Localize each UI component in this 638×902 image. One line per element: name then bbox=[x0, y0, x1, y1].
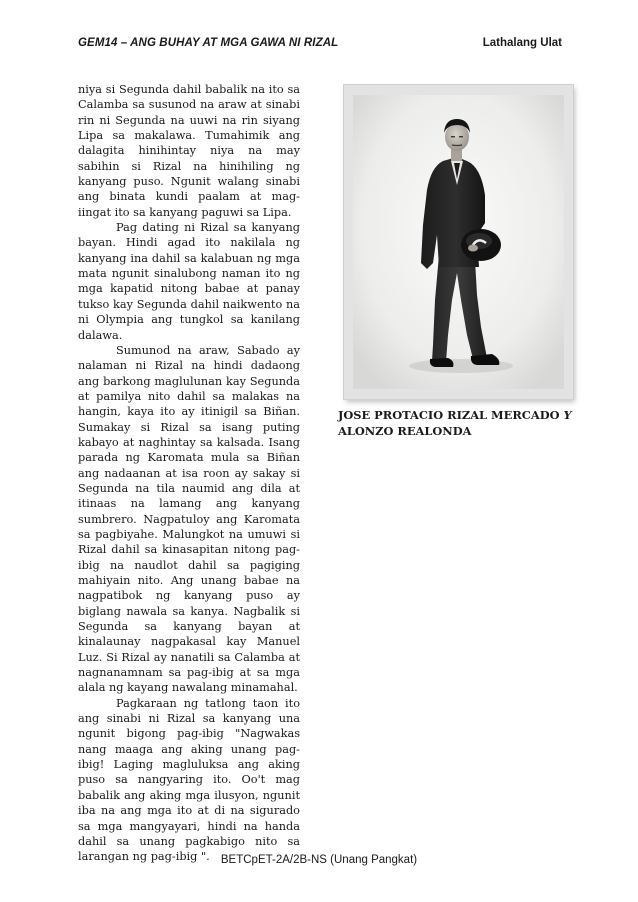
caption-name-y: Y bbox=[563, 408, 572, 422]
document-type-header: Lathalang Ulat bbox=[482, 37, 562, 49]
article-body bbox=[78, 82, 300, 865]
caption-name-main: JOSE PROTACIO RIZAL MERCADO bbox=[338, 408, 560, 422]
article-paragraph-2: Pag dating ni Rizal sa kanyang bayan. Hindi agad ito nakilala ng kanyang ina dahil sa kalabuan ng mga mata ngunit sinalubong naman ito ng mga kapatid nitong babae at panay tukso kay Segunda dahil naikwento na ni Olympia ang tungkol sa kanilang dalawa. bbox=[78, 221, 300, 342]
course-title-header: GEM14 – ANG BUHAY AT MGA GAWA NI RIZAL bbox=[78, 37, 339, 49]
page-footer: BETCpET-2A/2B-NS (Unang Pangkat) bbox=[220, 854, 418, 866]
portrait-caption bbox=[338, 407, 578, 439]
portrait-photo bbox=[353, 95, 564, 389]
article-paragraph-4: Pagkaraan ng tatlong taon ito ang sinabi ni Rizal sa kanyang una ngunit bigong pag-ibig "Nagwakas nang maaga ang aking unang pag-ibig! Laging magluluksa ang aking puso sa nangyaring ito. Oo't mag babalik ang aking mga ilusyon, ngunit iba na ang mga ito at di na sigurado sa mga mangyayari, hindi na handa dahil sa unang pagkabigo nito sa larangan ng pag-ibig ". bbox=[78, 696, 300, 864]
portrait-photo-frame bbox=[344, 85, 573, 399]
rizal-portrait-image bbox=[353, 95, 564, 389]
caption-name-line2: ALONZO REALONDA bbox=[338, 424, 472, 438]
article-paragraph-1: niya si Segunda dahil babalik na ito sa Calamba sa susunod na araw at sinabi rin ni Segunda na uuwi na rin siyang Lipa sa makalawa. Tumahimik ang dalagita hinihintay niya na may sabihin si Rizal na hinihiling ng kanyang puso. Ngunit walang sinabi ang binata kundi paalam at mag-iingat ito sa kanyang paguwi sa Lipa. bbox=[78, 83, 300, 219]
article-paragraph-3: Sumunod na araw, Sabado ay nalaman ni Rizal na hindi dadaong ang barkong maglulunan kay Segunda at pamilya nito dahil sa malakas na hangin, kaya ito ay itinigil sa Biñan. Sumakay si Rizal sa isang puting kabayo at naghintay sa kalsada. Isang parada ng Karomata mula sa Biñan ang nadaanan at isa roon ay sakay si Segunda na tila naumid ang dila at itinaas na lamang ang kanyang sumbrero. Nagpatuloy ang Karomata sa pagbiyahe. Malungkot na umuwi si Rizal dahil sa kinasapitan nitong pag-ibig na naudlot dahil sa pagiging mahiyain nito. Ang unang babae na nagpatibok ng kanyang puso ay biglang nawala sa kanya. Nagbalik si Segunda sa kanyang bayan at kinalaunay nagpakasal kay Manuel Luz. Si Rizal ay nanatili sa Calamba at nagnanamnam sa pag-ibig at sa mga alala ng kayang nawalang minamahal. bbox=[78, 343, 300, 695]
